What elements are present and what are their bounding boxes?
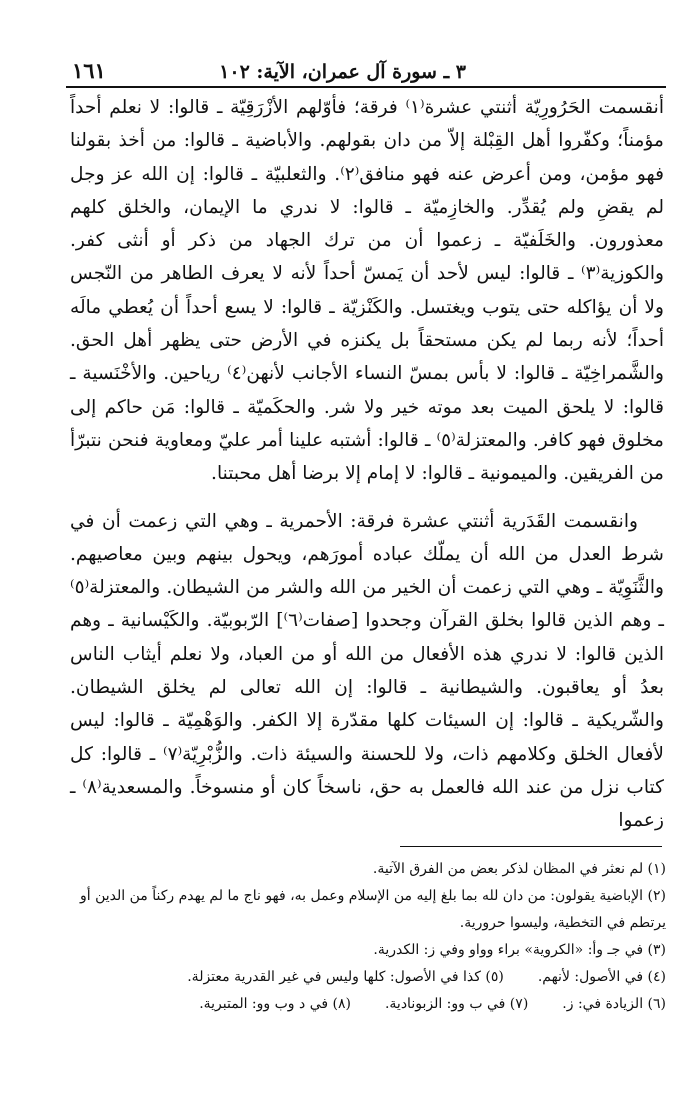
footnote-7: (٧) في ب وو: الزبونادية. <box>384 996 529 1012</box>
footnote-6: (٦) الزيادة في: ز. <box>562 996 666 1012</box>
running-title: ٣ ـ سورة آل عمران، الآية: ١٠٢ <box>219 61 466 83</box>
footnote-2: (٢) الإباضية يقولون: من دان لله بما بلغ إليه من الإسلام وعمل به، فهو ناج ما لم يهدم ركناً من الدين أو يرتطم في التخطية، وليسوا حرورية. <box>80 888 666 931</box>
footnote-1: (١) لم نعثر في المظان لذكر بعض من الفرق الآتية. <box>372 861 666 877</box>
paragraph-haruriyya: أنقسمت الحَرُورِيّة أثنتي عشرة⁽١⁾ فرقة؛ فأوّلهم الأزْرَقِيّة ـ قالوا: لا نعلم أحداً مؤمناً؛ وكفّروا أهل القِبْلة إلاّ من دان بقولهم. والأباضية ـ قالوا: من أخذ بقولنا فهو مؤمن، ومن أعرض عنه فهو منافق⁽٢⁾. والثعلبيّة ـ قالوا: إن الله عز وجل لم يقضِ ولم يُقدِّر. والخازِميّة ـ قالوا: لا ندري ما الإيمان، والخلق كلهم معذورون. والخَلَفيّة ـ زعموا أن من ترك الجهاد من ذكر أو أنثى كفر. والكوزية⁽٣⁾ ـ قالوا: ليس لأحد أن يَمسّ أحداً لأنه لا يعرف الطاهر من النّجس ولا أن يؤاكله حتى يتوب ويغتسل. والكَنْزيّة ـ قالوا: لا يسع أحداً أن يُعطي مالَه أحداً؛ لأنه ربما لم يكن مستحقاً بل يكنزه في الأرض حتى يظهر أهل الحق. والشَّمراخِيّة ـ قالوا: لا بأس بمسّ النساء الأجانب لأنهن⁽٤⁾ رياحين. والأخْنَسية ـ قالوا: لا يلحق الميت بعد موته خير ولا شر. والحكَميّة ـ قالوا: مَن حاكم إلى مخلوق فهو كافر. والمعتزلة⁽٥⁾ ـ قالوا: أشتبه علينا أمر عليّ ومعاوية فنحن نتبرّأ من الفريقين. والميمونية ـ قالوا: لا إمام إلا برضا أهل محبتنا. <box>70 97 665 485</box>
page-number: ١٦١ <box>72 58 106 83</box>
footnote-5: (٥) كذا في الأصول: كلها وليس في غير القدرية معتزلة. <box>187 969 504 985</box>
footnote-row-6-8 <box>70 991 666 1018</box>
footnote-8: (٨) في د وب وو: المتبرية. <box>199 996 351 1012</box>
page-header <box>66 56 666 88</box>
footnotes <box>70 856 666 1018</box>
paragraph-qadariyya: وانقسمت القَدَرية أثنتي عشرة فرقة: الأحمرية ـ وهي التي زعمت أن في شرط العدل من الله أن يملّك عباده أمورَهم، ويحول بينهم وبين معاصيهم. والثَّنَوِيّة ـ وهي التي زعمت أن الخير من الله والشر من الشيطان. والمعتزلة⁽٥⁾ ـ وهم الذين قالوا بخلق القرآن وجحدوا [صفات⁽٦⁾] الرّبوبيّة. والكَيْسانية ـ وهم الذين قالوا: لا ندري هذه الأفعال من الله أو من العباد، ولا نعلم أيثاب الناس بعدُ أو يعاقبون. والشيطانية ـ قالوا: إن الله تعالى لم يخلق الشيطان. والشّريكية ـ قالوا: إن السيئات كلها مقدّرة إلا الكفر. والوَهْمِيّة ـ قالوا: ليس لأفعال الخلق وكلامهم ذات، ولا للحسنة والسيئة ذات. والزُّبْرِيّة⁽٧⁾ ـ قالوا: كل كتاب نزل من عند الله فالعمل به حق، ناسخاً كان أو منسوخاً. والمسعدية⁽٨⁾ ـ زعموا <box>70 510 664 832</box>
main-text <box>70 91 664 838</box>
footnote-separator <box>400 846 662 847</box>
footnote-4: (٤) في الأصول: لأنهم. <box>537 969 666 985</box>
footnote-3: (٣) في جـ وأ: «الكروية» براء وواو وفي ز: الكدرية. <box>373 942 666 958</box>
footnote-row-4-5 <box>70 964 666 991</box>
